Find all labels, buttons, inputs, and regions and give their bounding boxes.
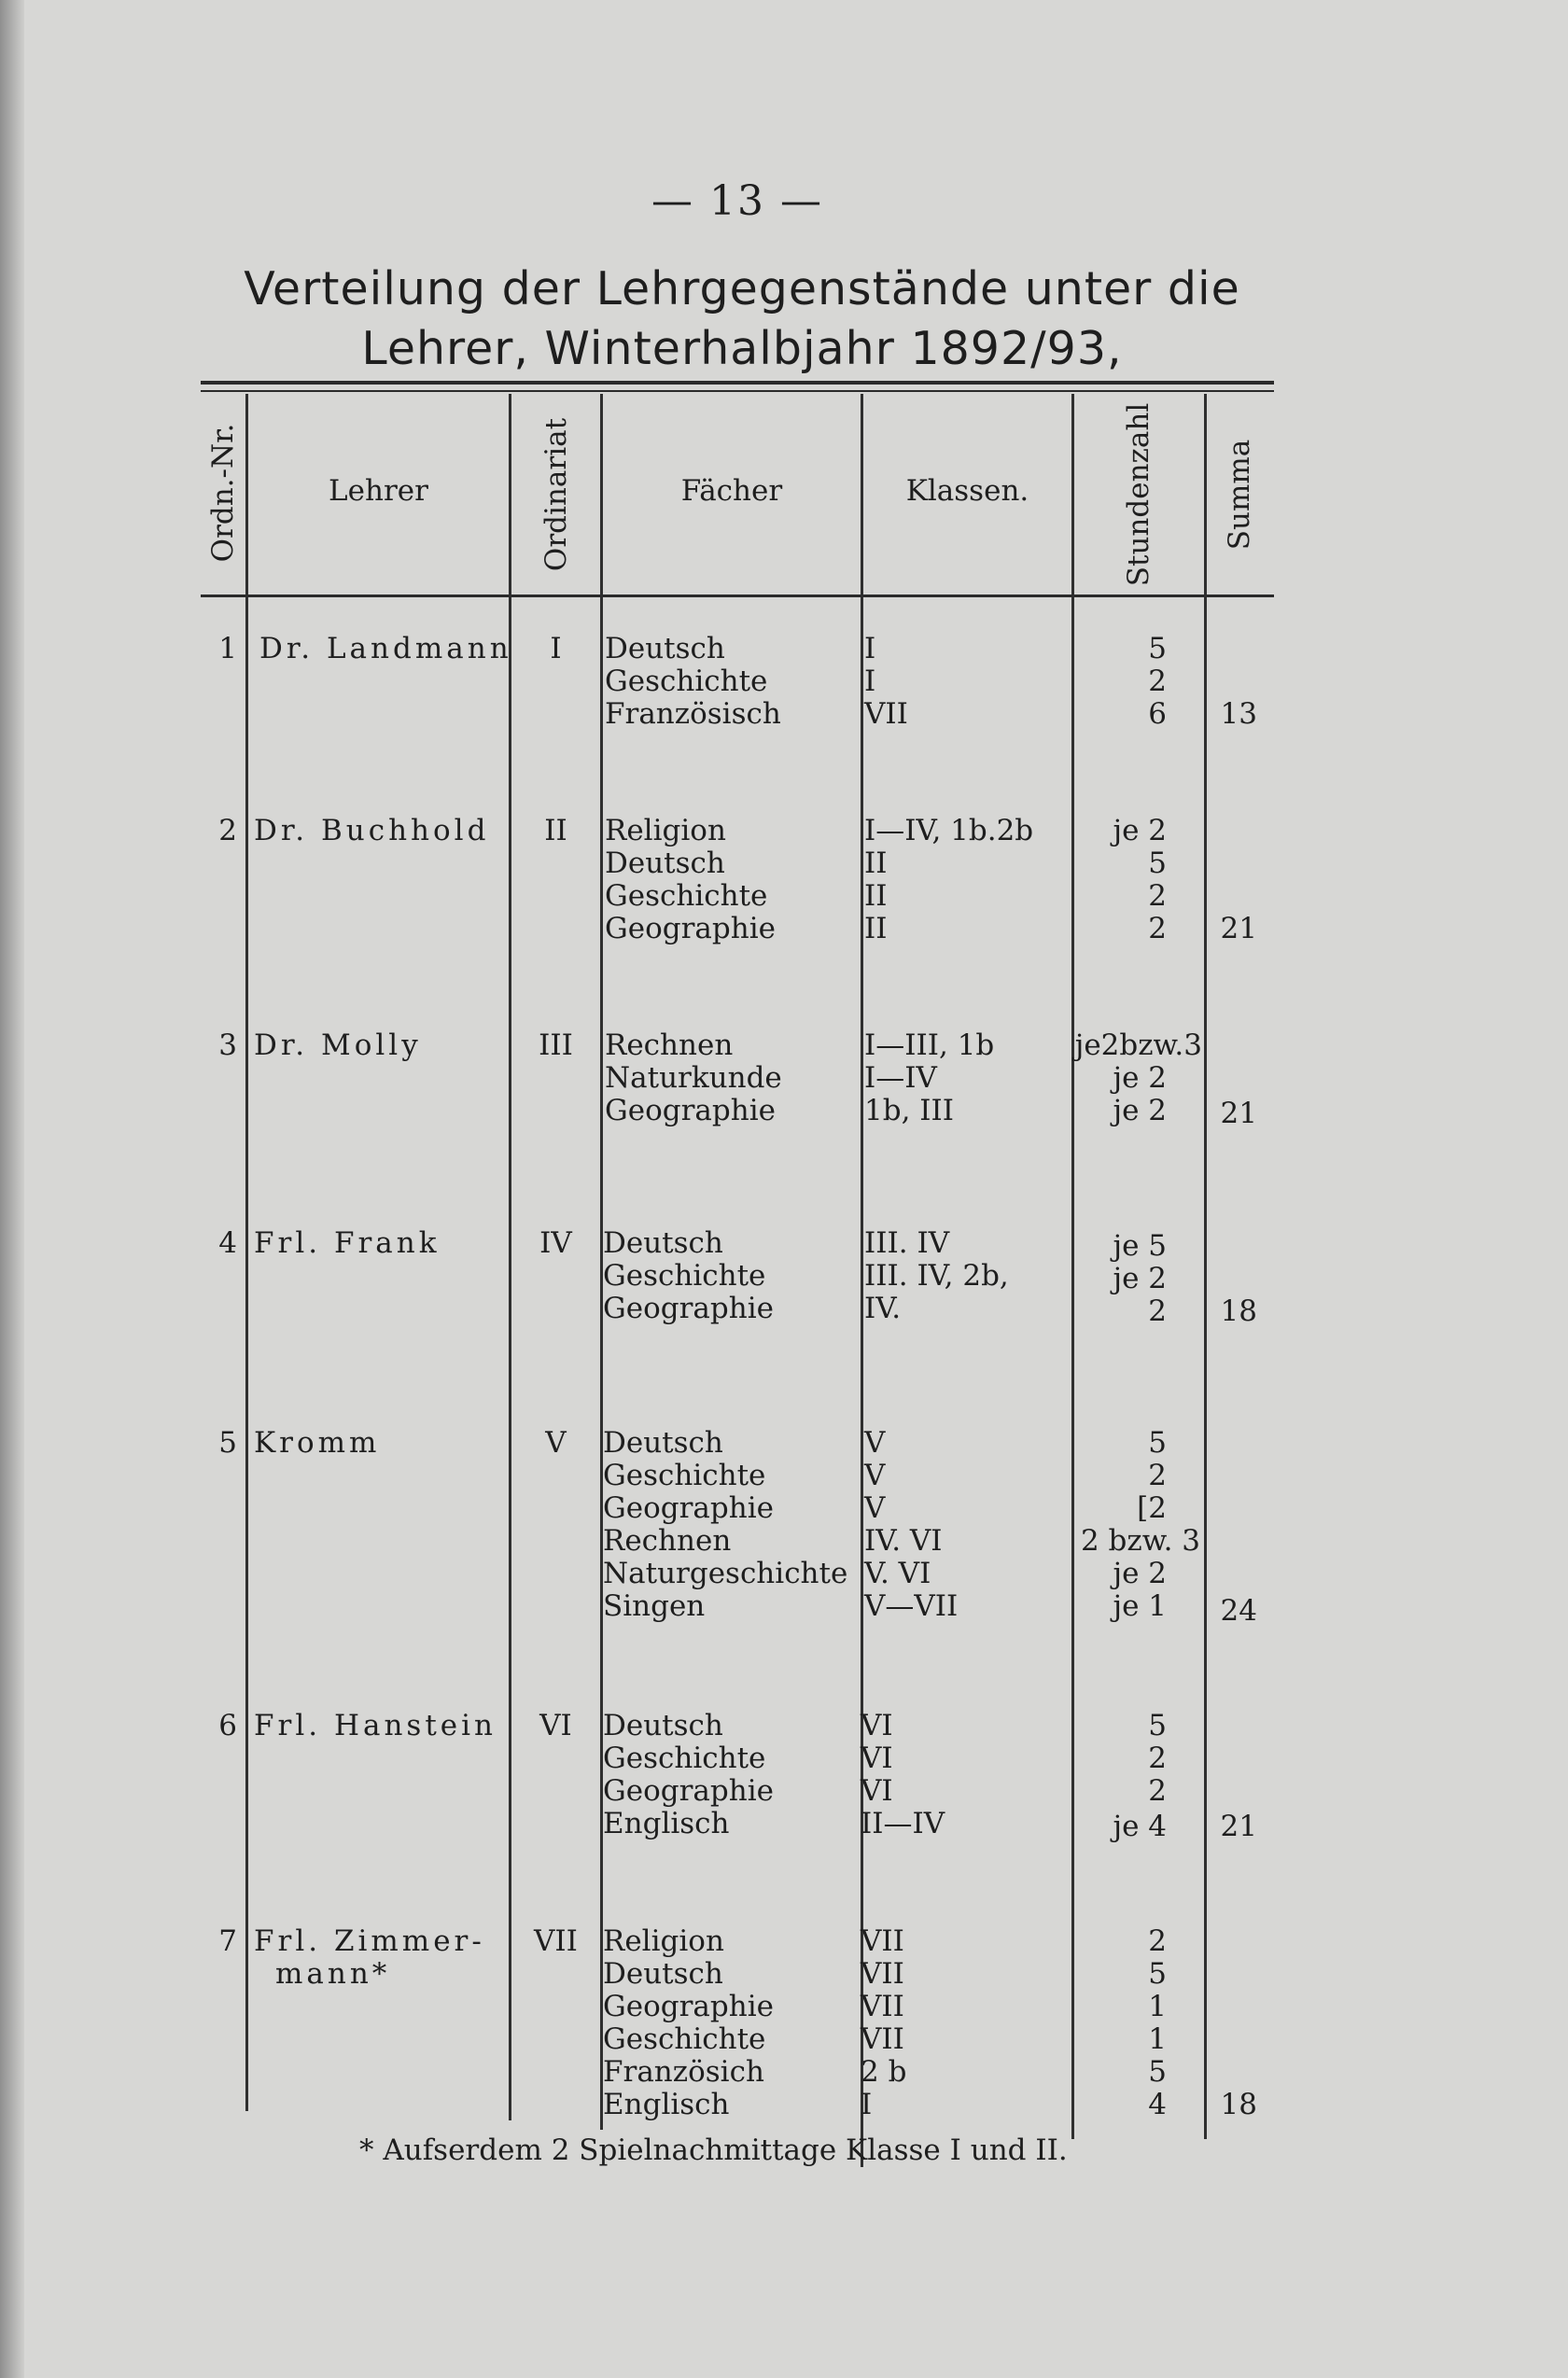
- header-summa: Summa: [1223, 439, 1256, 551]
- ordinariat: IV: [539, 1226, 572, 1260]
- total: 18: [1220, 2088, 1257, 2121]
- hours: 5: [1148, 1709, 1167, 1742]
- hours: 2: [1148, 912, 1167, 945]
- hours: je2bzw.3: [1074, 1028, 1202, 1062]
- class: IV. VI: [864, 1524, 943, 1558]
- class: II—IV: [861, 1807, 945, 1840]
- page-title: [201, 259, 1283, 379]
- class: I—IV: [864, 1061, 937, 1095]
- subject: Deutsch: [605, 632, 725, 665]
- subject: Geschichte: [603, 2022, 766, 2056]
- class: III. IV, 2b,: [864, 1259, 1009, 1293]
- subject: Rechnen: [605, 1028, 734, 1062]
- hours: je 5: [1113, 1229, 1167, 1263]
- subject: Geschichte: [605, 664, 768, 698]
- hours: 1: [1148, 1990, 1167, 2023]
- subject: Englisch: [603, 2088, 730, 2121]
- header-faecher: Fächer: [680, 474, 783, 508]
- class: I—III, 1b: [864, 1028, 995, 1062]
- teacher-name: Frl. Frank: [254, 1226, 441, 1260]
- class: I—IV, 1b.2b: [864, 814, 1034, 847]
- row-number: 3: [218, 1028, 237, 1062]
- class: V—VII: [864, 1589, 959, 1623]
- hours: je 4: [1113, 1810, 1167, 1843]
- class: V: [864, 1459, 886, 1492]
- top-rule-thick: [201, 381, 1274, 385]
- ordinariat: II: [544, 814, 567, 847]
- title-line-2: Lehrer, Winterhalbjahr 1892/93,: [361, 322, 1123, 375]
- col-separator-6: [1204, 394, 1207, 2139]
- class: 1b, III: [864, 1094, 955, 1127]
- subject: Deutsch: [603, 1426, 723, 1460]
- teacher-name: Dr. Buchhold: [254, 814, 490, 847]
- hours: 5: [1148, 1426, 1167, 1460]
- teacher-name: Kromm: [254, 1426, 381, 1460]
- class: III. IV: [864, 1226, 950, 1260]
- hours: je 2: [1113, 1094, 1167, 1127]
- hours: 2: [1148, 1774, 1167, 1808]
- subject: Geschichte: [603, 1742, 766, 1775]
- row-number: 5: [218, 1426, 237, 1460]
- hours: 2: [1148, 664, 1167, 698]
- subject: Geographie: [603, 1292, 774, 1325]
- hours: 2: [1148, 879, 1167, 913]
- page-number: — 13 —: [651, 177, 823, 225]
- class: VI: [861, 1774, 893, 1808]
- class: IV.: [864, 1292, 902, 1325]
- class: II: [864, 846, 888, 880]
- subject: Deutsch: [603, 1957, 723, 1991]
- subject: Geschichte: [603, 1459, 766, 1492]
- hours: 5: [1148, 846, 1167, 880]
- class: II: [864, 879, 888, 913]
- hours: 5: [1148, 632, 1167, 665]
- subject: Geschichte: [605, 879, 768, 913]
- class: VI: [861, 1709, 893, 1742]
- hours: 5: [1148, 2055, 1167, 2089]
- ordinariat: I: [550, 632, 562, 665]
- hours: 2: [1148, 1742, 1167, 1775]
- teacher-name: Frl. Hanstein: [254, 1709, 497, 1742]
- class: V: [864, 1426, 886, 1460]
- row-number: 6: [218, 1709, 237, 1742]
- class: I: [864, 664, 876, 698]
- col-separator-1: [245, 394, 248, 2111]
- subject: Singen: [603, 1589, 706, 1623]
- header-ordn-nr: Ordn.-Nr.: [206, 423, 240, 563]
- subject: Geographie: [605, 1094, 776, 1127]
- subject: Französisch: [605, 697, 781, 731]
- class: VII: [864, 697, 908, 731]
- subject: Englisch: [603, 1807, 730, 1840]
- subject: Deutsch: [603, 1709, 723, 1742]
- hours: 2 bzw. 3: [1080, 1524, 1200, 1558]
- total: 24: [1220, 1594, 1257, 1628]
- footnote: * Aufserdem 2 Spielnachmittage Klasse I und II.: [359, 2133, 1068, 2167]
- total: 21: [1220, 1810, 1257, 1843]
- class: 2 b: [861, 2055, 907, 2089]
- class: VII: [861, 1990, 904, 2023]
- subject: Deutsch: [605, 846, 725, 880]
- row-number: 2: [218, 814, 237, 847]
- header-ordinariat: Ordinariat: [539, 417, 573, 572]
- hours: je 2: [1113, 1061, 1167, 1095]
- class: VII: [861, 1957, 904, 1991]
- class: VII: [861, 2022, 904, 2056]
- hours: 2: [1148, 1924, 1167, 1958]
- class: I: [861, 2088, 873, 2121]
- subject: Geographie: [603, 1990, 774, 2023]
- row-number: 4: [218, 1226, 237, 1260]
- ordinariat: III: [539, 1028, 573, 1062]
- subject: Rechnen: [603, 1524, 732, 1558]
- subject: Religion: [603, 1924, 724, 1958]
- hours: 2: [1148, 1459, 1167, 1492]
- ordinariat: VII: [534, 1924, 578, 1958]
- subject: Religion: [605, 814, 726, 847]
- class: VI: [861, 1742, 893, 1775]
- subject: Naturgeschichte: [603, 1557, 848, 1590]
- hours: 5: [1148, 1957, 1167, 1991]
- class: V. VI: [864, 1557, 931, 1590]
- header-klassen: Klassen.: [905, 474, 1029, 508]
- total: 21: [1220, 1097, 1257, 1130]
- teacher-name: Dr. Landmann: [259, 632, 512, 665]
- class: I: [864, 632, 876, 665]
- subject: Deutsch: [603, 1226, 723, 1260]
- teacher-name: Dr. Molly: [254, 1028, 422, 1062]
- ordinariat: VI: [539, 1709, 572, 1742]
- header-lehrer: Lehrer: [329, 474, 428, 508]
- class: V: [864, 1491, 886, 1525]
- total: 18: [1220, 1294, 1257, 1328]
- page-edge: [0, 0, 24, 2378]
- col-separator-4: [861, 394, 863, 2167]
- subject: Geographie: [603, 1774, 774, 1808]
- hours: 4: [1148, 2088, 1167, 2121]
- hours: 2: [1148, 1294, 1167, 1328]
- top-rule-thin: [201, 390, 1274, 392]
- ordinariat: V: [545, 1426, 567, 1460]
- row-number: 7: [218, 1924, 237, 1958]
- subject: Geschichte: [603, 1259, 766, 1293]
- class: II: [864, 912, 888, 945]
- header-rule: [201, 594, 1274, 597]
- hours: je 1: [1113, 1589, 1167, 1623]
- class: VII: [861, 1924, 904, 1958]
- header-stundenzahl: Stundenzahl: [1122, 402, 1155, 587]
- hours: je 2: [1113, 1557, 1167, 1590]
- subject: Französich: [603, 2055, 764, 2089]
- teacher-name: Frl. Zimmer-: [254, 1924, 485, 1958]
- subject: Geographie: [603, 1491, 774, 1525]
- total: 21: [1220, 912, 1257, 945]
- subject: Naturkunde: [605, 1061, 782, 1095]
- teacher-name-cont: mann*: [275, 1957, 391, 1991]
- hours: 1: [1148, 2022, 1167, 2056]
- total: 13: [1220, 697, 1257, 731]
- row-number: 1: [218, 632, 237, 665]
- hours: je 2: [1113, 1262, 1167, 1295]
- hours: je 2: [1113, 814, 1167, 847]
- subject: Geographie: [605, 912, 776, 945]
- hours: 6: [1148, 697, 1167, 731]
- title-line-1: Verteilung der Lehrgegenstände unter die: [244, 262, 1240, 315]
- hours: [2: [1137, 1491, 1167, 1525]
